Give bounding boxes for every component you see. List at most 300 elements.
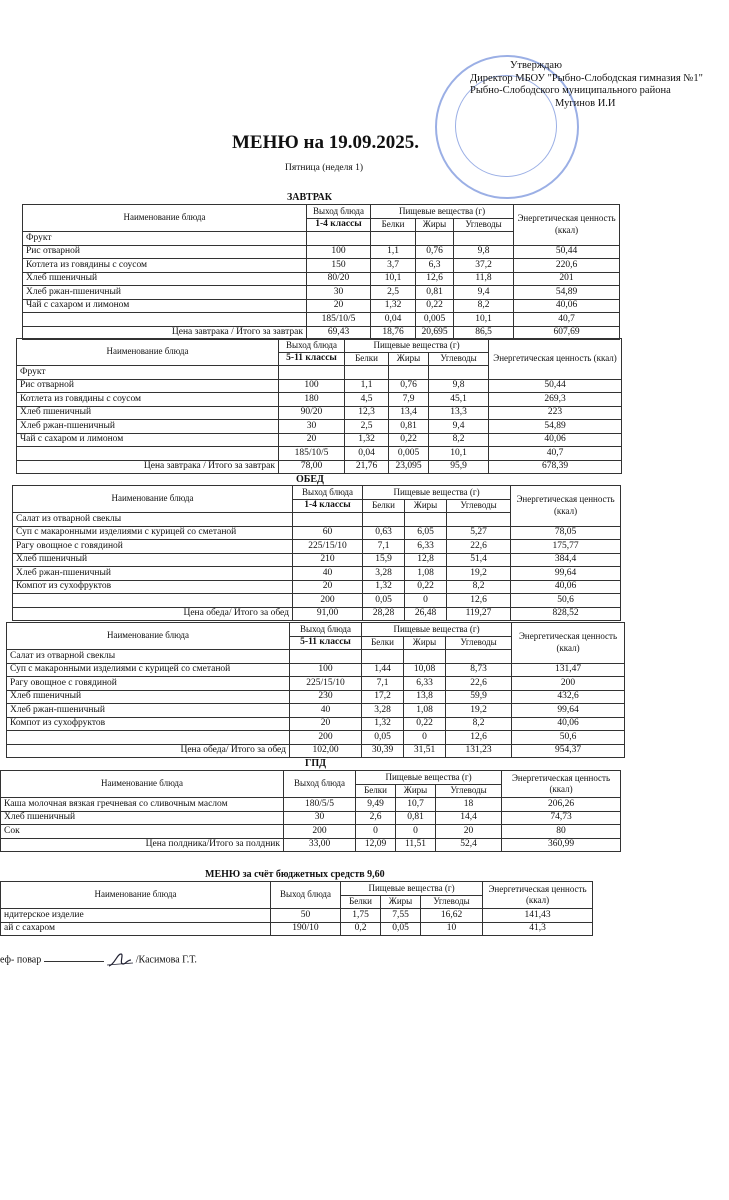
budget-table bbox=[0, 881, 593, 936]
approval-line: Мугинов И.И bbox=[555, 97, 616, 109]
col-header-name: Наименование блюда bbox=[7, 623, 290, 650]
signature-name: /Касимова Г.Т. bbox=[135, 954, 197, 966]
value-cell: 131,47 bbox=[512, 663, 625, 677]
value-cell: 206,26 bbox=[502, 798, 621, 812]
dish-name: Хлеб пшеничный bbox=[7, 690, 290, 704]
value-cell: 74,73 bbox=[502, 811, 621, 825]
value-cell: 8,2 bbox=[447, 580, 511, 594]
value-cell: 1,1 bbox=[345, 379, 389, 393]
section-title-lunch: ОБЕД bbox=[296, 474, 324, 485]
value-cell: 54,89 bbox=[514, 286, 620, 300]
value-cell: 3,28 bbox=[363, 567, 405, 581]
col-header-energy: Энергетическая ценность (ккал) bbox=[502, 771, 621, 798]
value-cell: 10,1 bbox=[454, 313, 514, 327]
value-cell: 0,05 bbox=[362, 731, 404, 745]
value-cell: 7,1 bbox=[363, 540, 405, 554]
value-cell: 225/15/10 bbox=[290, 677, 362, 691]
table-row bbox=[17, 433, 622, 447]
dish-name: Рис отварной bbox=[17, 379, 279, 393]
dish-name: ай с сахаром bbox=[1, 922, 271, 936]
value-cell: 0,005 bbox=[416, 313, 454, 327]
value-cell: 10,7 bbox=[396, 798, 436, 812]
dish-name: Хлеб пшеничный bbox=[23, 272, 307, 286]
value-cell: 1,32 bbox=[371, 299, 416, 313]
value-cell: 16,62 bbox=[421, 909, 483, 923]
value-cell: 30 bbox=[284, 811, 356, 825]
col-header-fat: Жиры bbox=[404, 636, 446, 650]
dish-name: Компот из сухофруктов bbox=[7, 717, 290, 731]
table-row bbox=[23, 286, 620, 300]
lunch-table-1-4 bbox=[12, 485, 621, 621]
table-row bbox=[17, 447, 622, 461]
value-cell: 10,08 bbox=[404, 663, 446, 677]
value-cell: 190/10 bbox=[271, 922, 341, 936]
value-cell: 30 bbox=[307, 286, 371, 300]
dish-name: Фрукт bbox=[17, 366, 279, 380]
col-header-protein: Белки bbox=[363, 499, 405, 513]
col-header-carbs: Углеводы bbox=[429, 352, 489, 366]
value-cell: 8,73 bbox=[446, 663, 512, 677]
page-subtitle: Пятница (неделя 1) bbox=[285, 163, 364, 173]
value-cell: 78,05 bbox=[511, 526, 621, 540]
total-value: 119,27 bbox=[447, 607, 511, 621]
total-value: 102,00 bbox=[290, 744, 362, 758]
breakfast-table-1-4 bbox=[22, 204, 620, 340]
total-label: Цена обеда/ Итого за обед bbox=[13, 607, 293, 621]
value-cell: 0,05 bbox=[381, 922, 421, 936]
value-cell: 185/10/5 bbox=[279, 447, 345, 461]
value-cell: 59,9 bbox=[446, 690, 512, 704]
total-row bbox=[13, 607, 621, 621]
col-header-carbs: Углеводы bbox=[421, 895, 483, 909]
value-cell: 0,05 bbox=[363, 594, 405, 608]
value-cell: 50,6 bbox=[512, 731, 625, 745]
col-header-nutrients: Пищевые вещества (г) bbox=[341, 882, 483, 896]
value-cell: 1,32 bbox=[362, 717, 404, 731]
value-cell: 18 bbox=[436, 798, 502, 812]
section-title-gpd: ГПД bbox=[305, 758, 327, 769]
value-cell: 180/5/5 bbox=[284, 798, 356, 812]
total-value: 678,39 bbox=[489, 460, 622, 474]
total-value: 23,095 bbox=[389, 460, 429, 474]
value-cell: 0,81 bbox=[396, 811, 436, 825]
value-cell: 7,9 bbox=[389, 393, 429, 407]
total-value: 131,23 bbox=[446, 744, 512, 758]
dish-name: Хлеб ржан-пшеничный bbox=[17, 420, 279, 434]
value-cell: 13,3 bbox=[429, 406, 489, 420]
value-cell: 2,6 bbox=[356, 811, 396, 825]
col-header-fat: Жиры bbox=[416, 218, 454, 232]
total-value: 30,39 bbox=[362, 744, 404, 758]
total-value: 28,28 bbox=[363, 607, 405, 621]
table-row bbox=[7, 704, 625, 718]
total-value: 828,52 bbox=[511, 607, 621, 621]
col-header-output: Выход блюда bbox=[271, 882, 341, 909]
value-cell: 10 bbox=[421, 922, 483, 936]
value-cell: 0,22 bbox=[389, 433, 429, 447]
section-title-budget: МЕНЮ за счёт бюджетных средств 9,60 bbox=[205, 869, 385, 880]
value-cell: 141,43 bbox=[483, 909, 593, 923]
value-cell: 40 bbox=[293, 567, 363, 581]
table-row bbox=[7, 663, 625, 677]
value-cell: 12,6 bbox=[416, 272, 454, 286]
total-value: 33,00 bbox=[284, 838, 356, 852]
value-cell: 13,8 bbox=[404, 690, 446, 704]
dish-name: Котлета из говядины с соусом bbox=[17, 393, 279, 407]
value-cell: 15,9 bbox=[363, 553, 405, 567]
col-header-output: Выход блюда bbox=[284, 771, 356, 798]
value-cell: 2,5 bbox=[371, 286, 416, 300]
value-cell: 200 bbox=[512, 677, 625, 691]
total-value: 31,51 bbox=[404, 744, 446, 758]
table-row bbox=[1, 811, 621, 825]
value-cell: 0,04 bbox=[345, 447, 389, 461]
table-row bbox=[23, 272, 620, 286]
value-cell: 200 bbox=[290, 731, 362, 745]
value-cell: 60 bbox=[293, 526, 363, 540]
value-cell: 185/10/5 bbox=[307, 313, 371, 327]
total-value: 607,69 bbox=[514, 326, 620, 340]
col-header-nutrients: Пищевые вещества (г) bbox=[363, 486, 511, 500]
lunch-table-5-11 bbox=[6, 622, 625, 758]
table-row bbox=[13, 540, 621, 554]
value-cell: 175,77 bbox=[511, 540, 621, 554]
gpd-table bbox=[0, 770, 621, 852]
value-cell: 20 bbox=[436, 825, 502, 839]
dish-name: Хлеб пшеничный bbox=[1, 811, 284, 825]
dish-name: Компот из сухофруктов bbox=[13, 580, 293, 594]
value-cell: 20 bbox=[293, 580, 363, 594]
dish-name bbox=[7, 731, 290, 745]
table-row bbox=[17, 420, 622, 434]
value-cell: 0,22 bbox=[416, 299, 454, 313]
col-header-name: Наименование блюда bbox=[1, 882, 271, 909]
col-header-name: Наименование блюда bbox=[23, 205, 307, 232]
value-cell: 8,2 bbox=[454, 299, 514, 313]
col-header-carbs: Углеводы bbox=[454, 218, 514, 232]
col-header-carbs: Углеводы bbox=[446, 636, 512, 650]
total-value: 26,48 bbox=[405, 607, 447, 621]
col-header-energy: Энергетическая ценность (ккал) bbox=[489, 339, 622, 380]
col-header-protein: Белки bbox=[356, 784, 396, 798]
table-row bbox=[23, 313, 620, 327]
total-value: 78,00 bbox=[279, 460, 345, 474]
total-value: 12,09 bbox=[356, 838, 396, 852]
value-cell: 40,06 bbox=[514, 299, 620, 313]
value-cell: 12,8 bbox=[405, 553, 447, 567]
value-cell: 0,76 bbox=[389, 379, 429, 393]
value-cell: 10,1 bbox=[429, 447, 489, 461]
value-cell: 0,76 bbox=[416, 245, 454, 259]
dish-name: Хлеб ржан-пшеничный bbox=[7, 704, 290, 718]
value-cell: 180 bbox=[279, 393, 345, 407]
dish-name: Хлеб пшеничный bbox=[17, 406, 279, 420]
value-cell: 90/20 bbox=[279, 406, 345, 420]
total-value: 18,76 bbox=[371, 326, 416, 340]
value-cell: 200 bbox=[284, 825, 356, 839]
total-value: 21,76 bbox=[345, 460, 389, 474]
value-cell: 10,1 bbox=[371, 272, 416, 286]
value-cell: 432,6 bbox=[512, 690, 625, 704]
value-cell: 0,2 bbox=[341, 922, 381, 936]
grade-label: 5-11 классы bbox=[290, 636, 362, 650]
col-header-fat: Жиры bbox=[396, 784, 436, 798]
dish-name: Каша молочная вязкая гречневая со сливочным маслом bbox=[1, 798, 284, 812]
dish-name: Фрукт bbox=[23, 232, 307, 246]
value-cell: 50,44 bbox=[489, 379, 622, 393]
dish-name: Хлеб ржан-пшеничный bbox=[23, 286, 307, 300]
col-header-protein: Белки bbox=[371, 218, 416, 232]
approval-block bbox=[470, 60, 720, 110]
value-cell: 1,75 bbox=[341, 909, 381, 923]
col-header-fat: Жиры bbox=[381, 895, 421, 909]
value-cell: 7,1 bbox=[362, 677, 404, 691]
signature-blank bbox=[44, 953, 104, 962]
table-row bbox=[13, 580, 621, 594]
value-cell: 45,1 bbox=[429, 393, 489, 407]
value-cell: 0 bbox=[405, 594, 447, 608]
dish-name bbox=[13, 594, 293, 608]
total-value: 91,00 bbox=[293, 607, 363, 621]
table-row bbox=[1, 798, 621, 812]
value-cell: 100 bbox=[290, 663, 362, 677]
value-cell: 1,1 bbox=[371, 245, 416, 259]
approval-line: Рыбно-Слободского муниципального района bbox=[470, 85, 671, 96]
table-row bbox=[17, 406, 622, 420]
value-cell: 6,33 bbox=[405, 540, 447, 554]
value-cell: 19,2 bbox=[447, 567, 511, 581]
total-value: 86,5 bbox=[454, 326, 514, 340]
page-title: МЕНЮ на 19.09.2025. bbox=[232, 132, 419, 153]
value-cell: 1,32 bbox=[363, 580, 405, 594]
dish-name: Сок bbox=[1, 825, 284, 839]
value-cell: 0,81 bbox=[389, 420, 429, 434]
value-cell: 0,81 bbox=[416, 286, 454, 300]
value-cell: 1,08 bbox=[405, 567, 447, 581]
value-cell: 22,6 bbox=[446, 677, 512, 691]
value-cell: 41,3 bbox=[483, 922, 593, 936]
value-cell: 269,3 bbox=[489, 393, 622, 407]
value-cell: 4,5 bbox=[345, 393, 389, 407]
table-row bbox=[17, 379, 622, 393]
value-cell: 0,63 bbox=[363, 526, 405, 540]
value-cell: 7,55 bbox=[381, 909, 421, 923]
dish-name: Суп с макаронными изделиями с курицей со сметаной bbox=[13, 526, 293, 540]
table-row bbox=[13, 553, 621, 567]
value-cell: 50,44 bbox=[514, 245, 620, 259]
dish-name: Хлеб ржан-пшеничный bbox=[13, 567, 293, 581]
col-header-fat: Жиры bbox=[389, 352, 429, 366]
value-cell: 6,05 bbox=[405, 526, 447, 540]
total-value: 11,51 bbox=[396, 838, 436, 852]
dish-name: Рис отварной bbox=[23, 245, 307, 259]
total-row bbox=[17, 460, 622, 474]
value-cell: 40 bbox=[290, 704, 362, 718]
value-cell: 5,27 bbox=[447, 526, 511, 540]
value-cell: 3,7 bbox=[371, 259, 416, 273]
value-cell: 150 bbox=[307, 259, 371, 273]
col-header-output: Выход блюда bbox=[307, 205, 371, 219]
dish-name: ндитерское изделие bbox=[1, 909, 271, 923]
total-label: Цена полдника/Итого за полдник bbox=[1, 838, 284, 852]
value-cell: 8,2 bbox=[446, 717, 512, 731]
value-cell: 1,44 bbox=[362, 663, 404, 677]
table-row bbox=[23, 299, 620, 313]
value-cell: 40,06 bbox=[512, 717, 625, 731]
table-row bbox=[23, 259, 620, 273]
value-cell: 22,6 bbox=[447, 540, 511, 554]
value-cell: 80/20 bbox=[307, 272, 371, 286]
table-row bbox=[7, 717, 625, 731]
dish-name: Рагу овощное с говядиной bbox=[7, 677, 290, 691]
total-value: 95,9 bbox=[429, 460, 489, 474]
table-row bbox=[7, 677, 625, 691]
value-cell: 225/15/10 bbox=[293, 540, 363, 554]
col-header-nutrients: Пищевые вещества (г) bbox=[356, 771, 502, 785]
value-cell: 11,8 bbox=[454, 272, 514, 286]
table-row bbox=[17, 393, 622, 407]
value-cell: 0,22 bbox=[405, 580, 447, 594]
table-row bbox=[7, 731, 625, 745]
value-cell: 12,6 bbox=[446, 731, 512, 745]
value-cell: 12,3 bbox=[345, 406, 389, 420]
value-cell: 51,4 bbox=[447, 553, 511, 567]
value-cell: 20 bbox=[279, 433, 345, 447]
total-label: Цена завтрака / Итого за завтрак bbox=[23, 326, 307, 340]
total-value: 360,99 bbox=[502, 838, 621, 852]
approval-line: Утверждаю bbox=[510, 60, 562, 71]
col-header-energy: Энергетическая ценность (ккал) bbox=[511, 486, 621, 527]
table-row bbox=[13, 594, 621, 608]
value-cell: 99,64 bbox=[512, 704, 625, 718]
dish-name: Салат из отварной свеклы bbox=[13, 513, 293, 527]
value-cell: 210 bbox=[293, 553, 363, 567]
value-cell: 6,3 bbox=[416, 259, 454, 273]
value-cell: 99,64 bbox=[511, 567, 621, 581]
value-cell: 2,5 bbox=[345, 420, 389, 434]
dish-name: Котлета из говядины с соусом bbox=[23, 259, 307, 273]
table-row bbox=[1, 825, 621, 839]
value-cell: 54,89 bbox=[489, 420, 622, 434]
value-cell: 50 bbox=[271, 909, 341, 923]
total-value: 954,37 bbox=[512, 744, 625, 758]
value-cell: 230 bbox=[290, 690, 362, 704]
value-cell: 80 bbox=[502, 825, 621, 839]
value-cell: 40,06 bbox=[489, 433, 622, 447]
col-header-nutrients: Пищевые вещества (г) bbox=[371, 205, 514, 219]
col-header-name: Наименование блюда bbox=[13, 486, 293, 513]
value-cell: 9,4 bbox=[454, 286, 514, 300]
dish-name: Суп с макаронными изделиями с курицей со сметаной bbox=[7, 663, 290, 677]
value-cell: 19,2 bbox=[446, 704, 512, 718]
value-cell: 220,6 bbox=[514, 259, 620, 273]
signature-line bbox=[0, 950, 197, 970]
col-header-energy: Энергетическая ценность (ккал) bbox=[483, 882, 593, 909]
total-value: 52,4 bbox=[436, 838, 502, 852]
value-cell: 17,2 bbox=[362, 690, 404, 704]
grade-label: 5-11 классы bbox=[279, 352, 345, 366]
total-label: Цена обеда/ Итого за обед bbox=[7, 744, 290, 758]
dish-name bbox=[23, 313, 307, 327]
value-cell: 9,49 bbox=[356, 798, 396, 812]
col-header-output: Выход блюда bbox=[290, 623, 362, 637]
col-header-nutrients: Пищевые вещества (г) bbox=[362, 623, 512, 637]
value-cell: 13,4 bbox=[389, 406, 429, 420]
value-cell: 1,08 bbox=[404, 704, 446, 718]
value-cell: 9,8 bbox=[454, 245, 514, 259]
dish-name: Чай с сахаром и лимоном bbox=[23, 299, 307, 313]
handwritten-signature-icon bbox=[107, 950, 133, 970]
table-row bbox=[13, 526, 621, 540]
total-value: 20,695 bbox=[416, 326, 454, 340]
col-header-nutrients: Пищевые вещества (г) bbox=[345, 339, 489, 353]
value-cell: 14,4 bbox=[436, 811, 502, 825]
value-cell: 0 bbox=[396, 825, 436, 839]
value-cell: 200 bbox=[293, 594, 363, 608]
col-header-protein: Белки bbox=[345, 352, 389, 366]
col-header-carbs: Углеводы bbox=[436, 784, 502, 798]
value-cell: 1,32 bbox=[345, 433, 389, 447]
value-cell: 40,06 bbox=[511, 580, 621, 594]
total-label: Цена завтрака / Итого за завтрак bbox=[17, 460, 279, 474]
dish-name: Салат из отварной свеклы bbox=[7, 650, 290, 664]
value-cell: 0,005 bbox=[389, 447, 429, 461]
dish-name: Чай с сахаром и лимоном bbox=[17, 433, 279, 447]
total-value: 69,43 bbox=[307, 326, 371, 340]
value-cell: 40,7 bbox=[489, 447, 622, 461]
total-row bbox=[7, 744, 625, 758]
col-header-protein: Белки bbox=[362, 636, 404, 650]
value-cell: 50,6 bbox=[511, 594, 621, 608]
col-header-energy: Энергетическая ценность (ккал) bbox=[514, 205, 620, 246]
dish-name: Хлеб пшеничный bbox=[13, 553, 293, 567]
value-cell: 20 bbox=[290, 717, 362, 731]
col-header-fat: Жиры bbox=[405, 499, 447, 513]
signature-label: еф- повар bbox=[0, 954, 42, 966]
grade-label: 1-4 классы bbox=[293, 499, 363, 513]
value-cell: 100 bbox=[279, 379, 345, 393]
value-cell: 0 bbox=[356, 825, 396, 839]
approval-line: Директор МБОУ "Рыбно-Слободская гимназия №1" bbox=[470, 72, 703, 84]
value-cell: 0 bbox=[404, 731, 446, 745]
table-row bbox=[1, 922, 593, 936]
table-row bbox=[7, 690, 625, 704]
table-row bbox=[1, 909, 593, 923]
col-header-carbs: Углеводы bbox=[447, 499, 511, 513]
section-title-breakfast: ЗАВТРАК bbox=[287, 192, 333, 203]
table-row bbox=[23, 245, 620, 259]
col-header-output: Выход блюда bbox=[279, 339, 345, 353]
value-cell: 201 bbox=[514, 272, 620, 286]
value-cell: 6,33 bbox=[404, 677, 446, 691]
col-header-output: Выход блюда bbox=[293, 486, 363, 500]
total-row bbox=[1, 838, 621, 852]
dish-name bbox=[17, 447, 279, 461]
value-cell: 0,22 bbox=[404, 717, 446, 731]
value-cell: 37,2 bbox=[454, 259, 514, 273]
value-cell: 12,6 bbox=[447, 594, 511, 608]
value-cell: 223 bbox=[489, 406, 622, 420]
col-header-name: Наименование блюда bbox=[17, 339, 279, 366]
value-cell: 30 bbox=[279, 420, 345, 434]
value-cell: 20 bbox=[307, 299, 371, 313]
grade-label: 1-4 классы bbox=[307, 218, 371, 232]
value-cell: 40,7 bbox=[514, 313, 620, 327]
value-cell: 100 bbox=[307, 245, 371, 259]
table-row bbox=[13, 567, 621, 581]
col-header-energy: Энергетическая ценность (ккал) bbox=[512, 623, 625, 664]
value-cell: 8,2 bbox=[429, 433, 489, 447]
